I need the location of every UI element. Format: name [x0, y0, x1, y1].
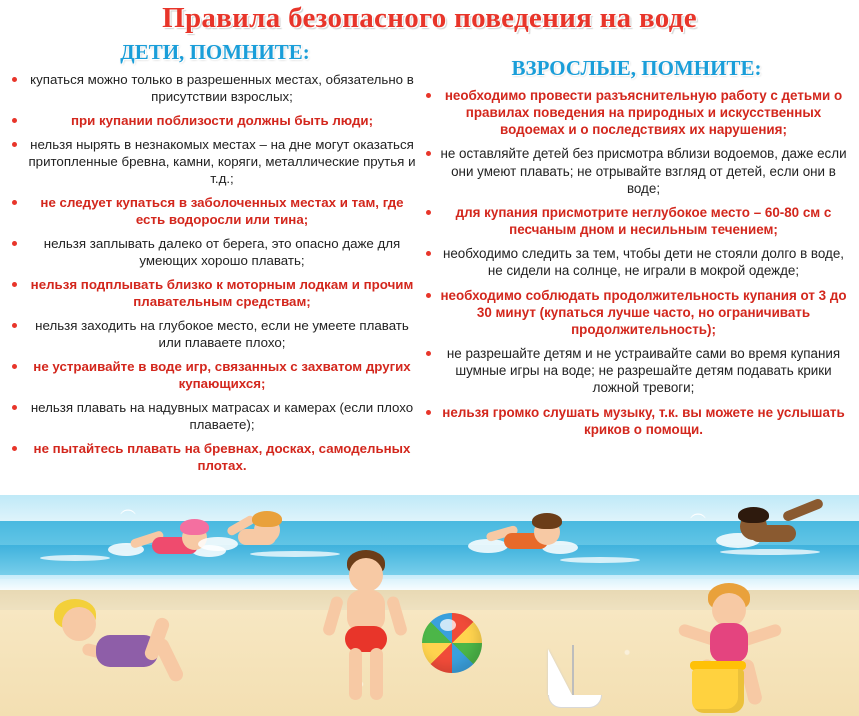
arm [322, 595, 345, 637]
adults-rules-list [424, 87, 849, 438]
list-item: необходимо провести разъяснительную работу с детьми о правилах поведения на природных и искусственных водоемах и о последствиях их нарушения; [424, 87, 849, 138]
head [349, 558, 383, 592]
yellow-bucket [690, 661, 750, 716]
rules-columns [0, 40, 859, 495]
list-item: не оставляйте детей без присмотра вблизи водоемов, даже если они умеют плавать; не отрывайте взгляд от детей, если они в воде; [424, 145, 849, 196]
wave [40, 555, 110, 561]
bucket-body [692, 669, 744, 713]
list-item: нельзя подплывать близко к моторным лодкам и прочим плавательным средствам; [10, 276, 420, 310]
list-item: нельзя громко слушать музыку, т.к. вы можете не услышать криков о помощи. [424, 404, 849, 438]
hair [252, 511, 282, 527]
toy-sailboat [548, 645, 618, 715]
list-item: нельзя плавать на надувных матрасах и камерах (если плохо плаваете); [10, 399, 420, 433]
list-item: необходимо следить за тем, чтобы дети не стояли долго в воде, не сидели на солнце, не играли в мокрой одежде; [424, 245, 849, 279]
splash [198, 537, 238, 551]
children-rules-list [10, 71, 420, 474]
standing-boy-red-shorts [325, 550, 405, 710]
list-item: купаться можно только в разрешенных местах, обязательно в присутствии взрослых; [10, 71, 420, 105]
mast [572, 645, 574, 695]
list-item: не устраивайте в воде игр, связанных с захватом других купающихся; [10, 358, 420, 392]
hull [548, 695, 602, 708]
hair [532, 513, 562, 529]
sail [548, 649, 572, 695]
adults-rules-column [424, 40, 849, 445]
list-item: нельзя заплывать далеко от берега, это опасно даже для умеющих хорошо плавать; [10, 235, 420, 269]
seagull-icon: ︵ [120, 500, 137, 517]
leg [153, 636, 186, 683]
list-item: для купания присмотрите неглубокое место – 60-80 см с песчаным дном и несильным течением; [424, 204, 849, 238]
list-item: не пытайтесь плавать на бревнах, досках, самодельных плотах. [10, 440, 420, 474]
leg [349, 648, 362, 700]
beach-illustration [0, 495, 859, 716]
children-rules-heading: ДЕТИ, ПОМНИТЕ: [120, 40, 310, 64]
children-rules-column [10, 40, 420, 481]
beach-ball [422, 613, 482, 673]
swimming-child-dark [716, 499, 844, 555]
list-item: необходимо соблюдать продолжительность купания от 3 до 30 минут (купаться лучше часто, но ограничивать продолжительность); [424, 287, 849, 338]
swimsuit [710, 623, 748, 663]
list-item: нельзя заходить на глубокое место, если не умеете плавать или плаваете плохо; [10, 317, 420, 351]
list-item: не разрешайте детям и не устраивайте сами во время купания шумные игры на воде; не разрешайте детям подавать крики ложной тревоги; [424, 345, 849, 396]
splash [468, 539, 508, 553]
list-item: нельзя нырять в незнакомых местах – на дне могут оказаться притопленные бревна, камни, коряги, металлические прутья и т.д.; [10, 136, 420, 187]
head [62, 607, 96, 641]
list-item: при купании поблизости должны быть люди; [10, 112, 420, 129]
arm [782, 497, 825, 522]
page-title: Правила безопасного поведения на воде [162, 2, 697, 34]
swimming-child-left [198, 507, 288, 555]
seagull-icon: ︵ [690, 504, 707, 521]
arm [386, 595, 409, 637]
adults-rules-heading: ВЗРОСЛЫЕ, ПОМНИТЕ: [511, 56, 762, 80]
hair [738, 507, 769, 523]
head [712, 593, 746, 627]
lying-girl-purple-swimsuit [48, 595, 218, 705]
leg [370, 648, 383, 700]
list-item: не следует купаться в заболоченных местах и там, где есть водоросли или тина; [10, 194, 420, 228]
swimming-child-blue [468, 513, 578, 559]
